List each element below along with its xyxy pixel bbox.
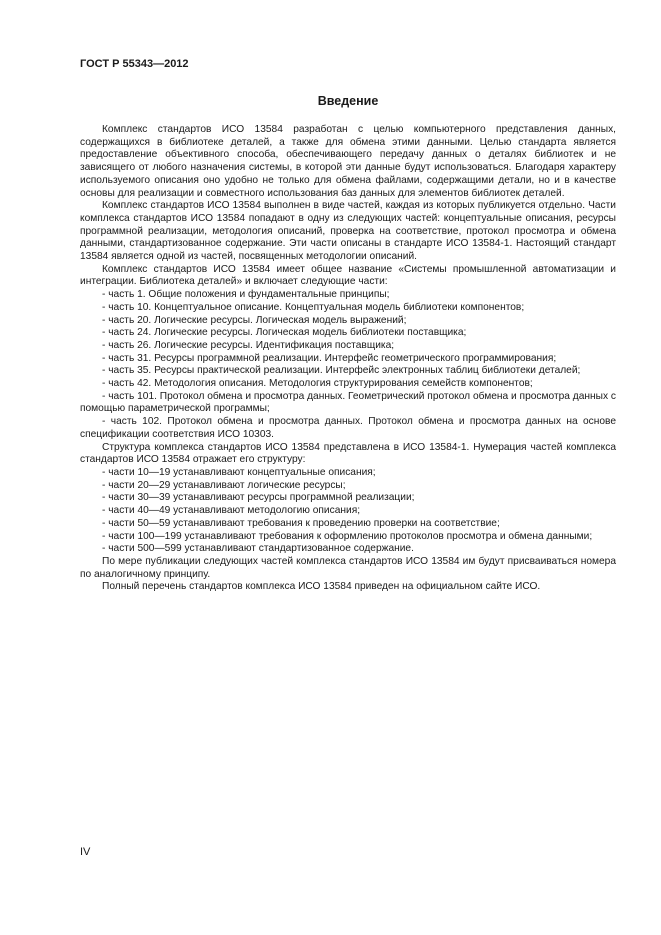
list-item: - части 100—199 устанавливают требования к оформлению протоколов просмотра и обмена данными; bbox=[102, 530, 593, 542]
list-item: - части 30—39 устанавливают ресурсы программной реализации; bbox=[102, 492, 415, 504]
document-body bbox=[80, 124, 616, 594]
document-code-header: ГОСТ Р 55343—2012 bbox=[80, 58, 189, 70]
list-item: - часть 26. Логические ресурсы. Идентификация поставщика; bbox=[102, 339, 395, 351]
list-item: - части 20—29 устанавливают логические ресурсы; bbox=[102, 479, 346, 491]
section-title: Введение bbox=[317, 94, 379, 108]
list-item: - часть 31. Ресурсы программной реализации. Интерфейс геометрического программирования; bbox=[102, 352, 557, 364]
list-item: - часть 1. Общие положения и фундаментальные принципы; bbox=[102, 289, 390, 301]
ranges-list bbox=[80, 467, 616, 556]
list-item: - часть 20. Логические ресурсы. Логическая модель выражений; bbox=[102, 314, 407, 326]
page-number: IV bbox=[80, 846, 91, 858]
intro-paragraph-3: Комплекс стандартов ИСО 13584 имеет общее название «Системы промышленной автоматизации и интеграции. Библиотека деталей» и включает следующие части: bbox=[80, 263, 616, 288]
list-item: - часть 35. Ресурсы практической реализации. Интерфейс электронных таблиц библиотеки деталей; bbox=[102, 365, 581, 377]
structure-paragraph: Структура комплекса стандартов ИСО 13584 представлена в ИСО 13584-1. Нумерация частей комплекса стандартов ИСО 13584 отражает его структуру: bbox=[80, 441, 616, 466]
closing-paragraph-1: По мере публикации следующих частей комплекса стандартов ИСО 13584 им будут присваиваться номера по аналогичному принципу. bbox=[80, 555, 616, 580]
parts-list bbox=[80, 289, 616, 441]
list-item: - части 500—599 устанавливают стандартизованное содержание. bbox=[102, 543, 414, 555]
closing-paragraph-2: Полный перечень стандартов комплекса ИСО 13584 приведен на официальном сайте ИСО. bbox=[102, 581, 541, 593]
list-item: - части 50—59 устанавливают требования к проведению проверки на соответствие; bbox=[102, 517, 500, 529]
list-item: - часть 24. Логические ресурсы. Логическая модель библиотеки поставщика; bbox=[102, 327, 467, 339]
list-item: - часть 10. Концептуальное описание. Концептуальная модель библиотеки компонентов; bbox=[102, 301, 525, 313]
list-item: - часть 102. Протокол обмена и просмотра данных. Протокол обмена и просмотра данных на основе спецификации соответствия ИСО 10303. bbox=[80, 416, 616, 440]
list-item: - части 40—49 устанавливают методологию описания; bbox=[102, 505, 361, 517]
list-item: - часть 101. Протокол обмена и просмотра данных. Геометрический протокол обмена и просмотра данных с помощью параметрической программы; bbox=[80, 390, 616, 415]
intro-paragraph-2: Комплекс стандартов ИСО 13584 выполнен в виде частей, каждая из которых публикуется отдельно. Части комплекса стандартов ИСО 13584 попадают в одну из следующих частей: концептуальные описания, ресурсы программной реализации, методология описаний, проверка на соответствие, протокол просмотра и обмена данными, стандартизованное содержание. Эти части описаны в стандарте ИСО 13584-1. Настоящий стандарт 13584 является одной из частей, посвященных методологии описаний. bbox=[80, 200, 616, 263]
list-item: - часть 42. Методология описания. Методология структурирования семейств компонентов; bbox=[102, 378, 533, 390]
intro-paragraph-1: Комплекс стандартов ИСО 13584 разработан с целью компьютерного представления данных, содержащихся в библиотеке деталей, а также для обмена этими данными. Целью стандарта является предоставление объективного способа, обеспечивающего передачу данных о деталях библиотек и не зависящего от любого назначения системы, в которой эти данные будут использоваться. Благодаря характеру используемого описания оно удобно не только для обмена файлами, содержащими детали, но и в качестве основы для реализации и совместного использования баз данных для элементов библиотек деталей. bbox=[80, 124, 616, 199]
list-item: - части 10—19 устанавливают концептуальные описания; bbox=[102, 466, 376, 478]
